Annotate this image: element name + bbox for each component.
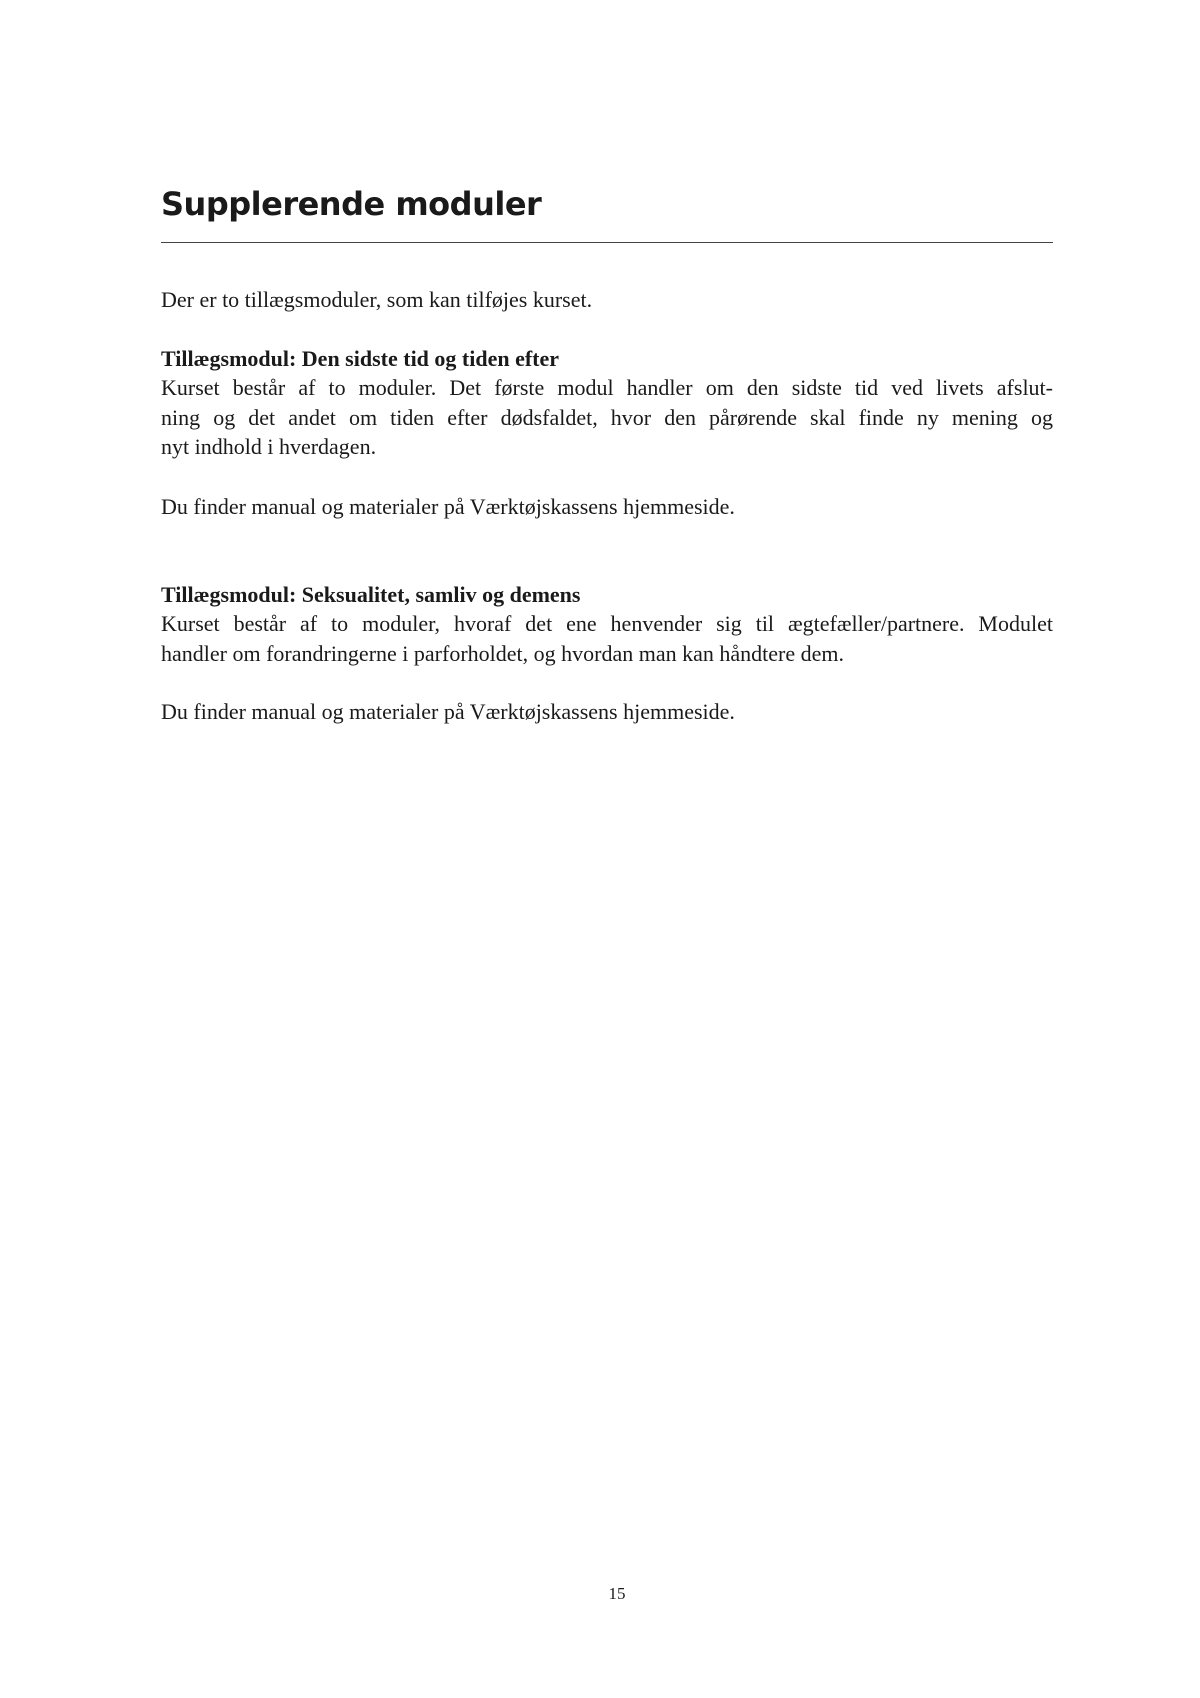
- heading-divider: [161, 242, 1053, 243]
- materials-note-sexuality: Du finder manual og materialer på Værktøjskassens hjemmeside.: [161, 699, 735, 724]
- intro-paragraph: Der er to tillægsmoduler, som kan tilføjes kurset.: [161, 287, 593, 312]
- body-line: Kurset består af to moduler. Det første modul handler om den sidste tid ved livets afslut-: [161, 375, 1053, 400]
- page-number: 15: [608, 1584, 626, 1603]
- section-body-end-of-life: [161, 373, 1053, 462]
- body-line: Kurset består af to moduler, hvoraf det ene henvender sig til ægtefæller/partnere. Modulet: [161, 611, 1053, 636]
- section-title-sexuality: Tillægsmodul: Seksualitet, samliv og demens: [161, 582, 581, 607]
- section-title-end-of-life: Tillægsmodul: Den sidste tid og tiden efter: [161, 346, 560, 371]
- page-heading: Supplerende moduler: [161, 185, 542, 223]
- body-line: nyt indhold i hverdagen.: [161, 434, 377, 459]
- body-line: ning og det andet om tiden efter dødsfaldet, hvor den pårørende skal finde ny mening og: [161, 404, 1053, 430]
- materials-note-end-of-life: Du finder manual og materialer på Værktøjskassens hjemmeside.: [161, 494, 735, 519]
- body-line: handler om forandringerne i parforholdet, og hvordan man kan håndtere dem.: [161, 640, 844, 666]
- section-body-sexuality: [161, 609, 1053, 668]
